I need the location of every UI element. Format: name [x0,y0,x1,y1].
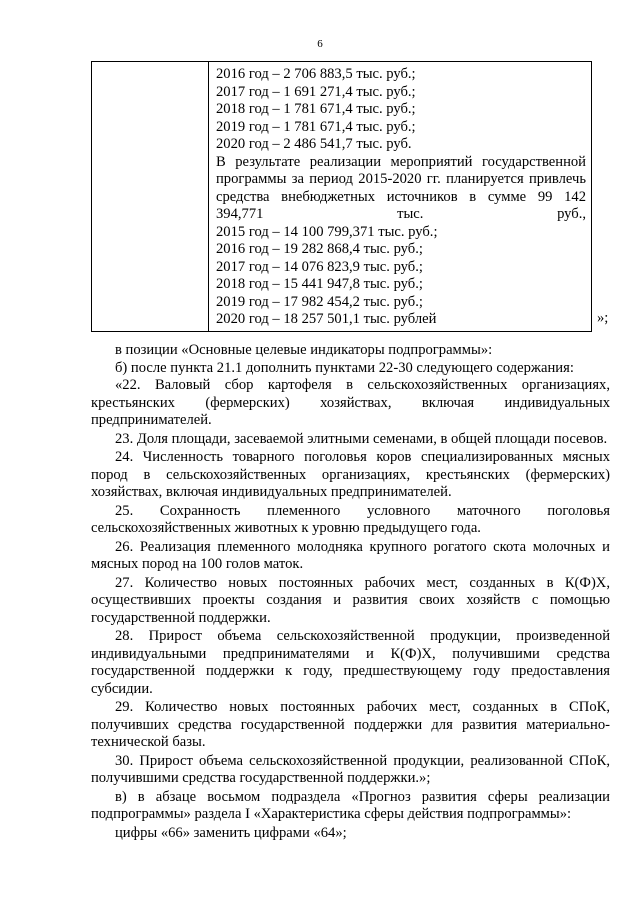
paragraph: 30. Прирост объема сельскохозяйственной продукции, реализованной СПоК, получившими средства государственной поддержки.»; [91,752,610,786]
paragraph: цифры «66» заменить цифрами «64»; [115,824,347,841]
funding-line: 2018 год – 1 781 671,4 тыс. руб.; [216,101,416,117]
extra-budget-line: 2016 год – 19 282 868,4 тыс. руб.; [216,241,423,257]
paragraph: б) после пункта 21.1 дополнить пунктами 22-30 следующего содержания: [115,359,574,376]
table-closing-quote: »; [597,310,609,326]
program-table [91,61,592,332]
extra-budget-line: 2018 год – 15 441 947,8 тыс. руб.; [216,276,423,292]
extra-budget-line: 2015 год – 14 100 799,371 тыс. руб.; [216,223,438,240]
paragraph: в позиции «Основные целевые индикаторы подпрограммы»: [115,342,493,358]
funding-line: 2016 год – 2 706 883,5 тыс. руб.; [216,66,416,82]
paragraph: 29. Количество новых постоянных рабочих мест, созданных в СПоК, получивших средства государственной поддержки для развития материально-технической базы. [91,699,610,750]
table-value-cell [216,66,586,329]
paragraph: 24. Численность товарного поголовья коров специализированных мясных пород в сельскохозяйственных организациях, крестьянских (фермерских) хозяйствах, включая индивидуальных предпринимателей. [91,449,610,500]
page-number: 6 [317,38,323,50]
paragraph: 23. Доля площади, засеваемой элитными семенами, в общей площади посевов. [115,430,608,447]
paragraph: 28. Прирост объема сельскохозяйственной продукции, произведенной индивидуальными предпринимателями и К(Ф)Х, получившими средства государственной поддержки к году, предшествующему году предоставления субсидии. [91,628,610,697]
extra-budget-line: 2017 год – 14 076 823,9 тыс. руб.; [216,258,423,275]
result-paragraph: В результате реализации мероприятий государственной программы за период 2015-2020 гг. планируется привлечь средства внебюджетных источников в сумме 99 142 394,771 тыс. руб., [216,153,586,222]
paragraph: 26. Реализация племенного молодняка крупного рогатого скота молочных и мясных пород на 100 голов маток. [91,538,610,572]
funding-line: 2020 год – 2 486 541,7 тыс. руб. [216,136,412,152]
document-body [91,342,610,843]
extra-budget-line: 2019 год – 17 982 454,2 тыс. руб.; [216,293,423,310]
paragraph: в) в абзаце восьмом подраздела «Прогноз развития сферы реализации подпрограммы» раздела I «Характеристика сферы действия подпрограммы»: [91,788,610,822]
paragraph: 25. Сохранность племенного условного маточного поголовья сельскохозяйственных животных к уровню предыдущего года. [91,502,610,536]
extra-budget-line: 2020 год – 18 257 501,1 тыс. рублей [216,311,437,327]
funding-line: 2019 год – 1 781 671,4 тыс. руб.; [216,118,416,135]
funding-line: 2017 год – 1 691 271,4 тыс. руб.; [216,83,416,100]
paragraph: 27. Количество новых постоянных рабочих мест, созданных в К(Ф)Х, осуществивших проекты создания и развития своих хозяйств с помощью государственной поддержки. [91,574,610,626]
table-column-divider [208,62,209,331]
paragraph: «22. Валовый сбор картофеля в сельскохозяйственных организациях, крестьянских (фермерских) хозяйствах, включая индивидуальных предпринимателей. [91,377,610,428]
